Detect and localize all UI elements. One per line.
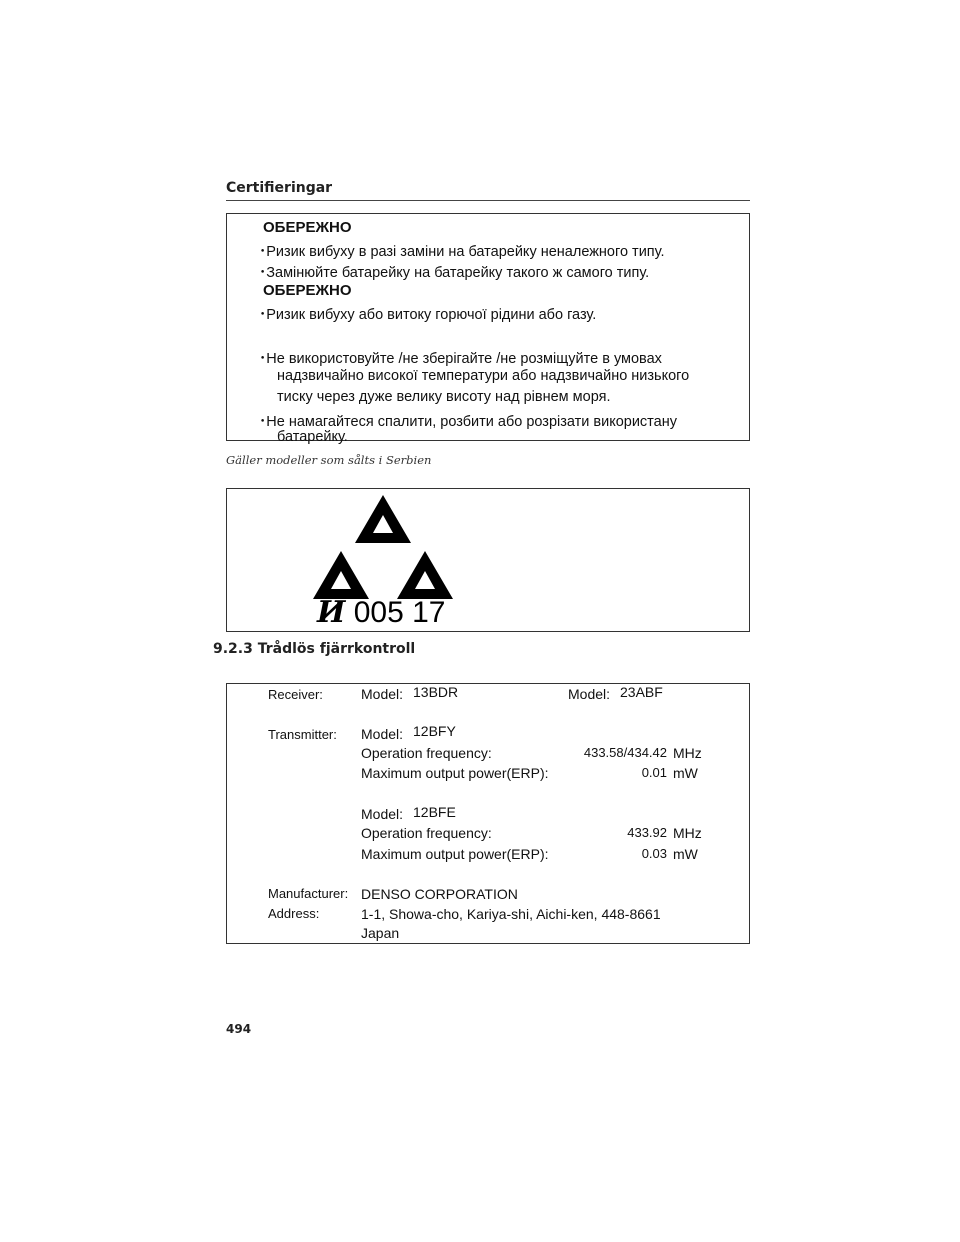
power-value: 0.01 [641, 765, 667, 780]
manufacturer-label: Manufacturer: [268, 886, 349, 901]
power-unit: mW [673, 765, 698, 781]
receiver-model: 13BDR [413, 684, 459, 700]
power-value: 0.03 [641, 846, 667, 861]
frequency-value: 433.92 [627, 825, 667, 840]
frequency-unit: MHz [673, 825, 702, 841]
model-label: Model: [361, 726, 404, 742]
transmitter-label: Transmitter: [268, 727, 337, 742]
warning-bullet: ･Не намагайтеся спалити, розбити або розрізати використану [259, 414, 677, 430]
warning-bullet: ･Замінюйте батарейку на батарейку такого ж самого типу. [259, 265, 650, 281]
operation-frequency-label: Operation frequency: [361, 825, 492, 841]
model-label: Model: [361, 806, 404, 822]
address-label: Address: [268, 906, 320, 921]
section-title: Certifieringar [226, 180, 333, 196]
receiver-model: 23ABF [620, 684, 663, 700]
power-unit: mW [673, 846, 698, 862]
page-number: 494 [226, 1022, 252, 1036]
warning-bullet-continuation: батарейку. [277, 429, 348, 445]
spec-box [226, 683, 750, 944]
serbia-caption: Gäller modeller som sålts i Serbien [226, 453, 432, 467]
max-power-label: Maximum output power(ERP): [361, 846, 549, 862]
transmitter-model: 12BFY [413, 723, 456, 739]
header-rule [226, 200, 750, 201]
address-line: 1-1, Showa-cho, Kariya-shi, Aichi-ken, 448-8661 [361, 906, 661, 922]
model-label: Model: [568, 686, 611, 702]
certification-code [317, 595, 445, 630]
certification-letter: И [317, 595, 346, 630]
frequency-value: 433.58/434.42 [583, 745, 667, 760]
warning-bullet: ･Ризик вибуху в разі заміни на батарейку неналежного типу. [259, 244, 665, 260]
receiver-label: Receiver: [268, 687, 323, 702]
caution-heading: ОБЕРЕЖНО [263, 282, 352, 299]
transmitter-model: 12BFE [413, 804, 456, 820]
warning-bullet-continuation: тиску через дуже велику висоту над рівнем моря. [277, 389, 611, 405]
frequency-unit: MHz [673, 745, 702, 761]
subsection-heading: 9.2.3 Trådlös fjärrkontroll [213, 641, 416, 657]
warning-bullet: ･Ризик вибуху або витоку горючої рідини або газу. [259, 307, 597, 323]
model-label: Model: [361, 686, 404, 702]
address-line: Japan [361, 925, 400, 941]
warning-bullet: ･Не використовуйте /не зберігайте /не розміщуйте в умовах [259, 351, 662, 367]
certification-number: 005 17 [353, 596, 446, 629]
triangle-mark-icon [303, 493, 463, 603]
warning-bullet-continuation: надзвичайно високої температури або надзвичайно низького [277, 368, 690, 384]
max-power-label: Maximum output power(ERP): [361, 765, 549, 781]
operation-frequency-label: Operation frequency: [361, 745, 492, 761]
warning-box [226, 213, 750, 445]
manufacturer-name: DENSO CORPORATION [361, 886, 518, 902]
certification-mark-box [226, 488, 750, 632]
caution-heading: ОБЕРЕЖНО [263, 219, 352, 236]
